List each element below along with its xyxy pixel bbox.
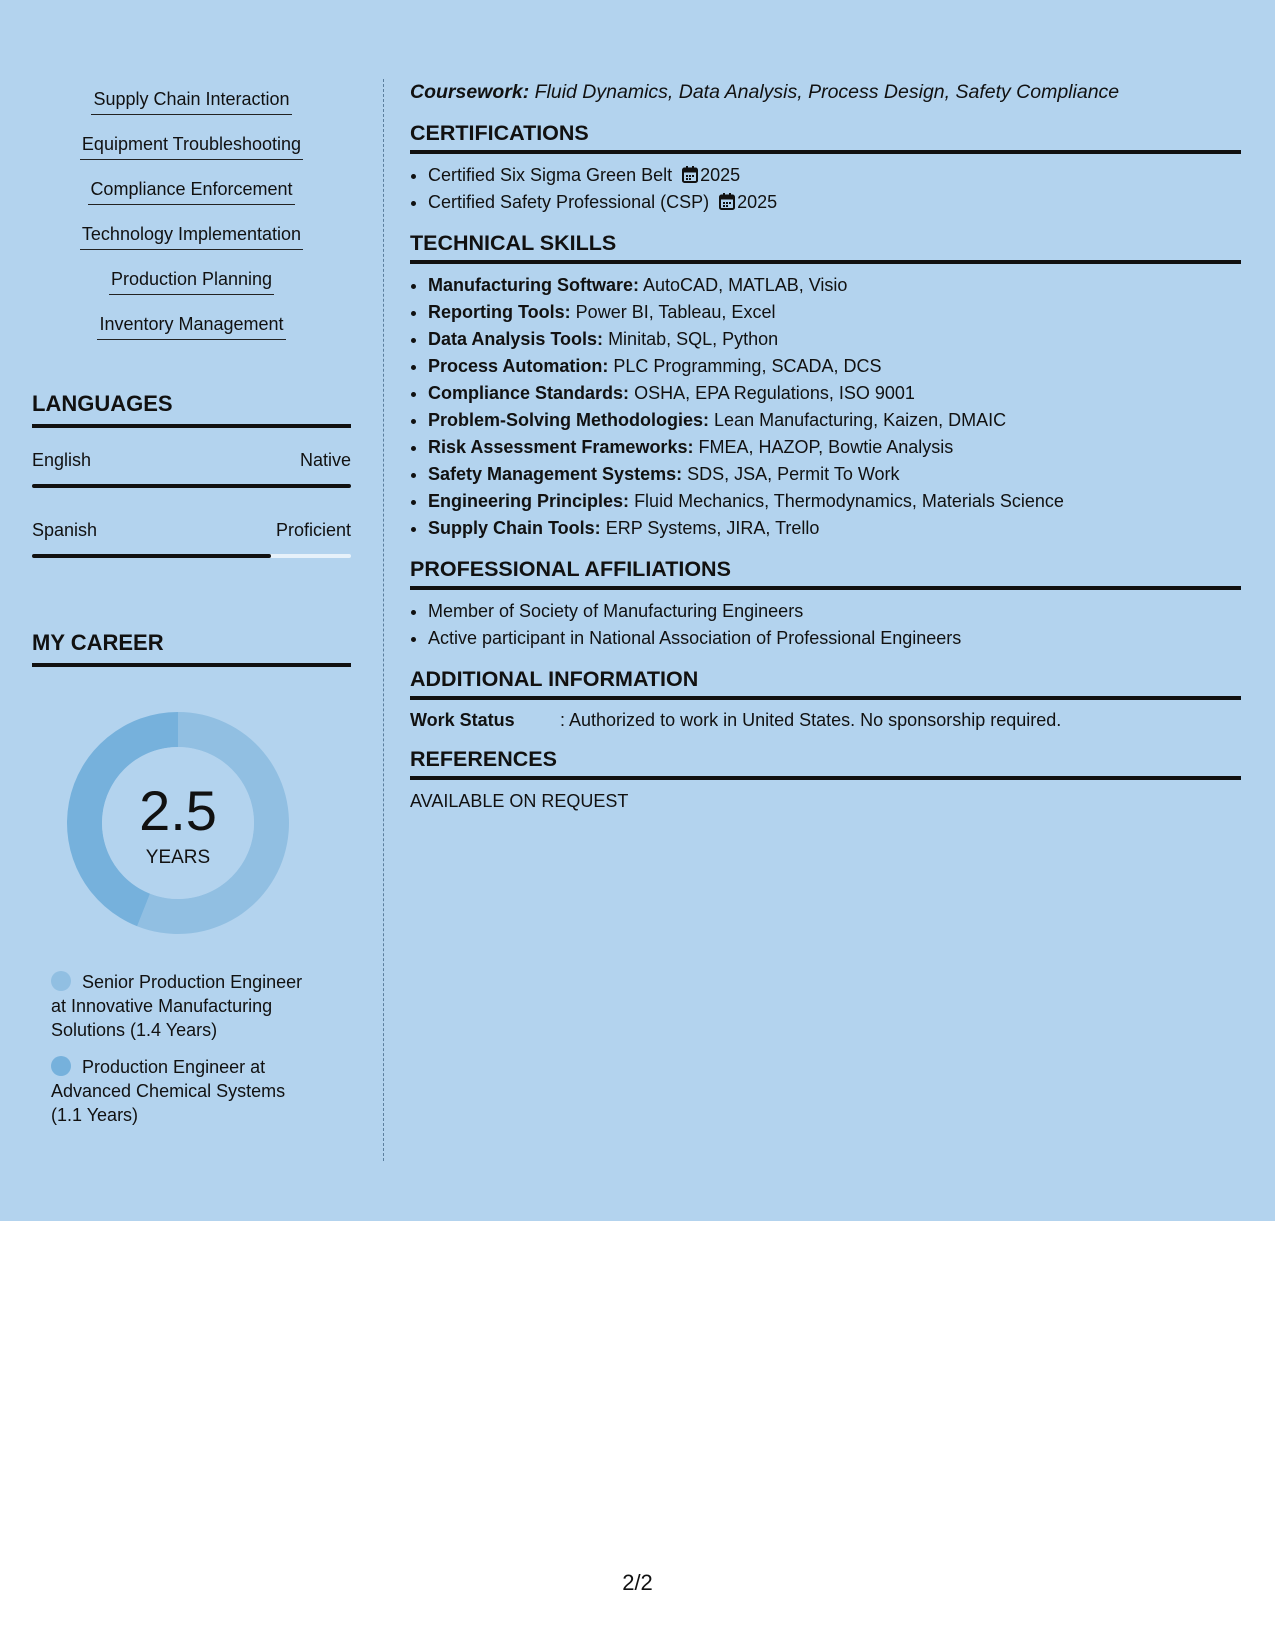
work-status-row	[410, 708, 1241, 732]
skills-list	[32, 84, 351, 354]
skill-item: Compliance Enforcement	[32, 174, 351, 219]
technical-skill-item: • Process Automation: PLC Programming, SCADA, DCS	[428, 353, 1241, 380]
language-name: Spanish	[32, 520, 98, 540]
affiliations-heading: PROFESSIONAL AFFILIATIONS	[410, 556, 1241, 590]
legend-dot	[51, 1056, 71, 1076]
language-spanish	[32, 520, 351, 558]
coursework-text: Fluid Dynamics, Data Analysis, Process Design, Safety Compliance	[534, 81, 1120, 103]
language-level: Proficient	[275, 520, 351, 540]
language-bar-fill	[32, 484, 351, 488]
affiliation-item: • Member of Society of Manufacturing Engineers	[428, 598, 1241, 625]
affiliations-list	[410, 598, 1241, 652]
left-column	[32, 84, 351, 1125]
calendar-icon	[719, 193, 735, 210]
certifications-heading: CERTIFICATIONS	[410, 120, 1241, 154]
page-number: 2/2	[622, 1570, 653, 1595]
legend-dot	[51, 971, 71, 991]
language-bar	[32, 484, 351, 488]
certifications-list	[410, 162, 1241, 216]
technical-skill-item: • Manufacturing Software: AutoCAD, MATLAB, Visio	[428, 272, 1241, 299]
technical-skill-item: • Data Analysis Tools: Minitab, SQL, Python	[428, 326, 1241, 353]
skill-item: Production Planning	[32, 264, 351, 309]
work-status-value: : Authorized to work in United States. No sponsorship required.	[560, 710, 1062, 730]
language-bar-fill	[32, 554, 271, 558]
technical-skill-item: • Reporting Tools: Power BI, Tableau, Excel	[428, 299, 1241, 326]
language-english	[32, 450, 351, 488]
technical-skill-item: • Engineering Principles: Fluid Mechanics, Thermodynamics, Materials Science	[428, 488, 1241, 515]
career-legend-item: Senior Production Engineer at Innovative Manufacturing Solutions (1.4 Years)	[51, 972, 303, 1040]
languages-heading: LANGUAGES	[32, 391, 351, 428]
career-legend-item: Production Engineer at Advanced Chemical Systems (1.1 Years)	[51, 1057, 286, 1125]
career-total-years: 2.5	[139, 779, 217, 842]
certification-item: • Certified Safety Professional (CSP) 2025	[428, 189, 1241, 216]
technical-skill-item: • Problem-Solving Methodologies: Lean Manufacturing, Kaizen, DMAIC	[428, 407, 1241, 434]
career-donut-chart	[66, 711, 290, 935]
career-legend	[51, 970, 321, 1140]
coursework-label: Coursework:	[410, 81, 530, 103]
work-status-label: Work Status	[410, 710, 515, 730]
certification-year: 2025	[737, 192, 778, 212]
technical-skill-item: • Risk Assessment Frameworks: FMEA, HAZOP, Bowtie Analysis	[428, 434, 1241, 461]
skill-item: Technology Implementation	[32, 219, 351, 264]
skill-item: Inventory Management	[32, 309, 351, 354]
right-column	[410, 78, 1241, 812]
career-years-unit: YEARS	[145, 847, 211, 868]
career-heading: MY CAREER	[32, 630, 351, 667]
certification-year: 2025	[700, 165, 741, 185]
coursework	[410, 78, 1241, 106]
certification-item: • Certified Six Sigma Green Belt 2025	[428, 162, 1241, 189]
references-text: AVAILABLE ON REQUEST	[410, 791, 629, 811]
skill-item: Equipment Troubleshooting	[32, 129, 351, 174]
technical-skills-heading: TECHNICAL SKILLS	[410, 230, 1241, 264]
technical-skills-list	[410, 272, 1241, 542]
language-name: English	[32, 450, 92, 470]
skill-item: Supply Chain Interaction	[32, 84, 351, 129]
language-bar	[32, 554, 351, 558]
affiliation-item: • Active participant in National Association of Professional Engineers	[428, 625, 1241, 652]
calendar-icon	[682, 166, 698, 183]
technical-skill-item: • Supply Chain Tools: ERP Systems, JIRA, Trello	[428, 515, 1241, 542]
additional-info-heading: ADDITIONAL INFORMATION	[410, 666, 1241, 700]
column-divider	[383, 79, 384, 1161]
technical-skill-item: • Safety Management Systems: SDS, JSA, Permit To Work	[428, 461, 1241, 488]
references-heading: REFERENCES	[410, 746, 1241, 780]
technical-skill-item: • Compliance Standards: OSHA, EPA Regulations, ISO 9001	[428, 380, 1241, 407]
language-level: Native	[299, 450, 351, 470]
